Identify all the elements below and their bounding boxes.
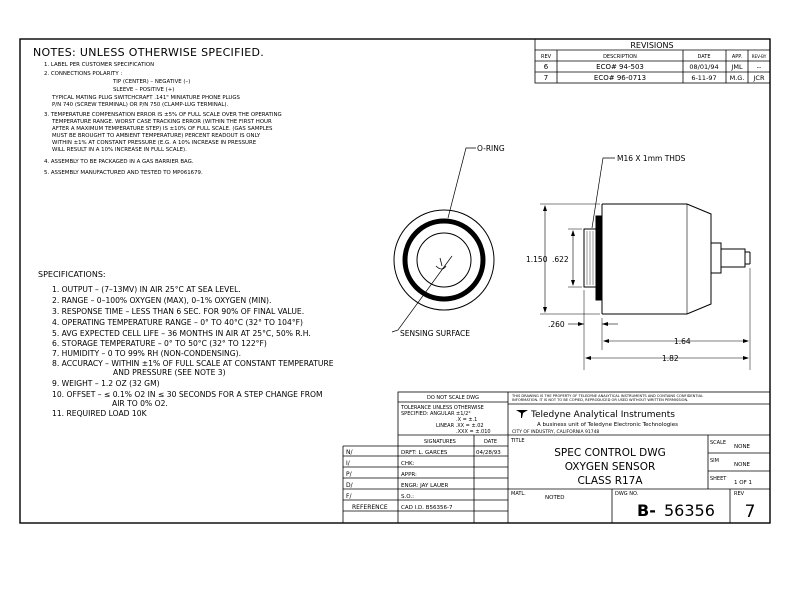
sig-row-engr: ENGR: JAY LAUER xyxy=(401,483,449,489)
rev-header-revby: REV-BY xyxy=(751,54,767,59)
spec-4: 4. OPERATING TEMPERATURE RANGE – 0° TO 40°C (32° TO 104°F) xyxy=(52,318,303,327)
note-3-line-4: MUST BE BROUGHT TO AMBIENT TEMPERATURE) PERCENT READOUT IS ONLY xyxy=(52,133,261,139)
dwg-prefix: B- xyxy=(637,501,656,520)
tolerance-line-2: SPECIFIED: ANGULAR ±1/2° xyxy=(401,411,471,417)
rev-header-rev: REV xyxy=(540,54,552,60)
rev-header-app: APP. xyxy=(731,54,743,60)
rev-row-1-app: JML xyxy=(731,63,743,71)
rev-row-1-description: ECO# 94-503 xyxy=(596,63,644,71)
rev-row-2-description: ECO# 96-0713 xyxy=(593,74,647,82)
spec-3: 3. RESPONSE TIME – LESS THAN 6 SEC. FOR 90% OF FINAL VALUE. xyxy=(52,307,305,316)
note-3-line-3: AFTER A MAXIMUM TEMPERATURE STEP) IS ±10% OF FULL SCALE. (GAS SAMPLES xyxy=(52,126,273,132)
dim-body: 1.64 xyxy=(674,337,691,346)
note-1: 1. LABEL PER CUSTOMER SPECIFICATION xyxy=(44,62,155,68)
scale-label: SCALE xyxy=(710,440,727,446)
rev-header-description: DESCRIPTION xyxy=(603,54,637,60)
dim-height: 1.150 xyxy=(526,255,548,264)
spec-1: 1. OUTPUT – (7–13MV) IN AIR 25°C AT SEA LEVEL. xyxy=(52,285,241,294)
spec-10: 10. OFFSET – ≤ 0.1% O2 IN ≤ 30 SECONDS FOR A STEP CHANGE FROM xyxy=(52,390,323,399)
note-2-tip: TIP (CENTER) – NEGATIVE (–) xyxy=(113,79,191,85)
rev-row-1-date: 08/01/94 xyxy=(689,63,719,71)
spec-6: 6. STORAGE TEMPERATURE – 0° TO 50°C (32° TO 122°F) xyxy=(52,339,267,348)
spec-8: 8. ACCURACY – WITHIN ±1% OF FULL SCALE AT CONSTANT TEMPERATURE xyxy=(52,359,334,368)
rev-row-2-revby: JCR xyxy=(753,74,765,82)
sig-row-so: S.O.: xyxy=(401,494,414,500)
spec-2: 2. RANGE – 0–100% OXYGEN (MAX), 0–1% OXYGEN (MIN). xyxy=(52,296,272,305)
sig-row-appr: APPR: xyxy=(401,472,417,478)
dimension-arrows xyxy=(543,205,749,360)
spec-7: 7. HUMIDITY – 0 TO 99% RH (NON-CONDENSING). xyxy=(52,349,242,358)
sig-date-drft: 04/28/93 xyxy=(476,450,501,456)
tolerance-xx: LINEAR .XX = ±.02 xyxy=(436,423,484,429)
cad-id: CAD I.D. B56356-7 xyxy=(401,505,453,511)
teledyne-logo-icon xyxy=(516,410,528,418)
signatures-label: SIGNATURES xyxy=(424,439,456,445)
revisions-title: REVISIONS xyxy=(630,41,674,50)
rev-row-2-date: 6-11-97 xyxy=(691,74,717,82)
sensing-surface-label: SENSING SURFACE xyxy=(400,329,470,338)
company-name: Teledyne Analytical Instruments xyxy=(531,410,675,420)
sim-label: SIM xyxy=(710,458,719,464)
tolerance-line-1: TOLERANCE UNLESS OTHERWISE xyxy=(401,405,484,411)
note-3-line-6: WILL RESULT IN A 10% INCREASE IN FULL SCALE). xyxy=(52,147,187,153)
note-2-sleeve: SLEEVE – POSITIVE (+) xyxy=(113,87,175,93)
title-line-1: SPEC CONTROL DWG xyxy=(554,447,666,459)
rev-row-1-revby: -- xyxy=(756,63,762,71)
matl-value: NOTED xyxy=(545,495,565,501)
notes-title: NOTES: UNLESS OTHERWISE SPECIFIED. xyxy=(33,46,265,59)
sig-prefix-f: F/ xyxy=(346,493,352,500)
note-5: 5. ASSEMBLY MANUFACTURED AND TESTED TO MP061679. xyxy=(44,170,203,176)
sig-prefix-p: P/ xyxy=(346,471,352,478)
confidential-line-2: INFORMATION. IT IS NOT TO BE COPIED, REPRODUCED OR USED WITHOUT WRITTEN PERMISSION. xyxy=(512,398,689,402)
sig-prefix-n: N/ xyxy=(346,449,353,456)
rev-value: 7 xyxy=(744,502,756,522)
dim-face: .260 xyxy=(548,320,565,329)
dim-inner: .622 xyxy=(552,255,569,264)
title-line-3: CLASS R17A xyxy=(577,475,643,487)
o-ring-label: O-RING xyxy=(477,144,505,153)
rev-row-2-rev: 7 xyxy=(543,74,549,82)
dim-total: 1.82 xyxy=(662,354,679,363)
note-2-plug-pn: P/N 740 (SCREW TERMINAL) OR P/N 750 (CLAMP-LUG TERMINAL). xyxy=(52,102,229,108)
sig-row-drft: DRFT: L. GARCES xyxy=(401,450,448,456)
title-line-2: OXYGEN SENSOR xyxy=(564,461,656,473)
rev-row-1-rev: 6 xyxy=(543,63,549,71)
sheet-label: SHEET xyxy=(710,476,727,482)
note-3-line-1: 3. TEMPERATURE COMPENSATION ERROR IS ±5% OF FULL SCALE OVER THE OPERATING xyxy=(44,112,282,118)
specifications-title: SPECIFICATIONS: xyxy=(38,270,106,279)
sig-prefix-i: I/ xyxy=(346,460,350,467)
rev-row-2-app: M.G. xyxy=(729,74,745,82)
spec-9: 9. WEIGHT – 1.2 OZ (32 GM) xyxy=(52,379,160,388)
reference-label: REFERENCE xyxy=(352,504,388,511)
note-4: 4. ASSEMBLY TO BE PACKAGED IN A GAS BARRIER BAG. xyxy=(44,159,194,165)
rev-label: REV xyxy=(734,491,745,497)
do-not-scale: DO NOT SCALE DWG xyxy=(427,395,479,401)
spec-11: 11. REQUIRED LOAD 10K xyxy=(52,409,147,418)
tolerance-x: .X = ±.1 xyxy=(456,417,478,423)
title-label: TITLE xyxy=(511,438,525,444)
dwg-number: 56356 xyxy=(664,501,715,520)
matl-label: MATL. xyxy=(511,491,526,497)
sensing-surface xyxy=(417,233,471,287)
note-3-line-2: TEMPERATURE RANGE. WORST CASE TRACKING ERROR (WITHIN THE FIRST HOUR xyxy=(52,119,272,125)
spec-5: 5. AVG EXPECTED CELL LIFE – 36 MONTHS IN AIR AT 25°C, 50% R.H. xyxy=(52,329,311,338)
dwg-no-label: DWG NO. xyxy=(615,491,639,497)
note-3-line-5: WITHIN ±1% AT CONSTANT PRESSURE (E.G. A 10% INCREASE IN PRESSURE xyxy=(52,140,257,146)
sig-row-chk: CHK: xyxy=(401,461,415,467)
company-sub: A business unit of Teledyne Electronic Technologies xyxy=(537,422,678,428)
sim-value: NONE xyxy=(734,462,751,468)
confidential-line-1: THIS DRAWING IS THE PROPERTY OF TELEDYNE ANALYTICAL INSTRUMENTS AND CONTAINS CONFIDENTIAL xyxy=(512,394,704,398)
company-city: CITY OF INDUSTRY, CALIFORNIA 91748 xyxy=(512,430,600,435)
note-2: 2. CONNECTIONS POLARITY : xyxy=(44,71,123,77)
spec-10-cont: AIR TO 0% O2. xyxy=(112,399,168,408)
thread-label: M16 X 1mm THDS xyxy=(617,154,686,163)
spec-8-cont: AND PRESSURE (SEE NOTE 3) xyxy=(113,368,226,377)
note-2-plug: TYPICAL MATING PLUG SWITCHCRAFT .141" MINIATURE PHONE PLUGS xyxy=(52,95,240,101)
side-view xyxy=(540,158,750,370)
sig-prefix-d: D/ xyxy=(346,482,353,489)
rev-header-date: DATE xyxy=(697,54,711,60)
date-label: DATE xyxy=(484,439,498,445)
sheet-value: 1 OF 1 xyxy=(734,480,752,486)
scale-value: NONE xyxy=(734,444,751,450)
tolerance-xxx: .XXX = ±.010 xyxy=(456,429,491,435)
front-view xyxy=(392,148,494,332)
